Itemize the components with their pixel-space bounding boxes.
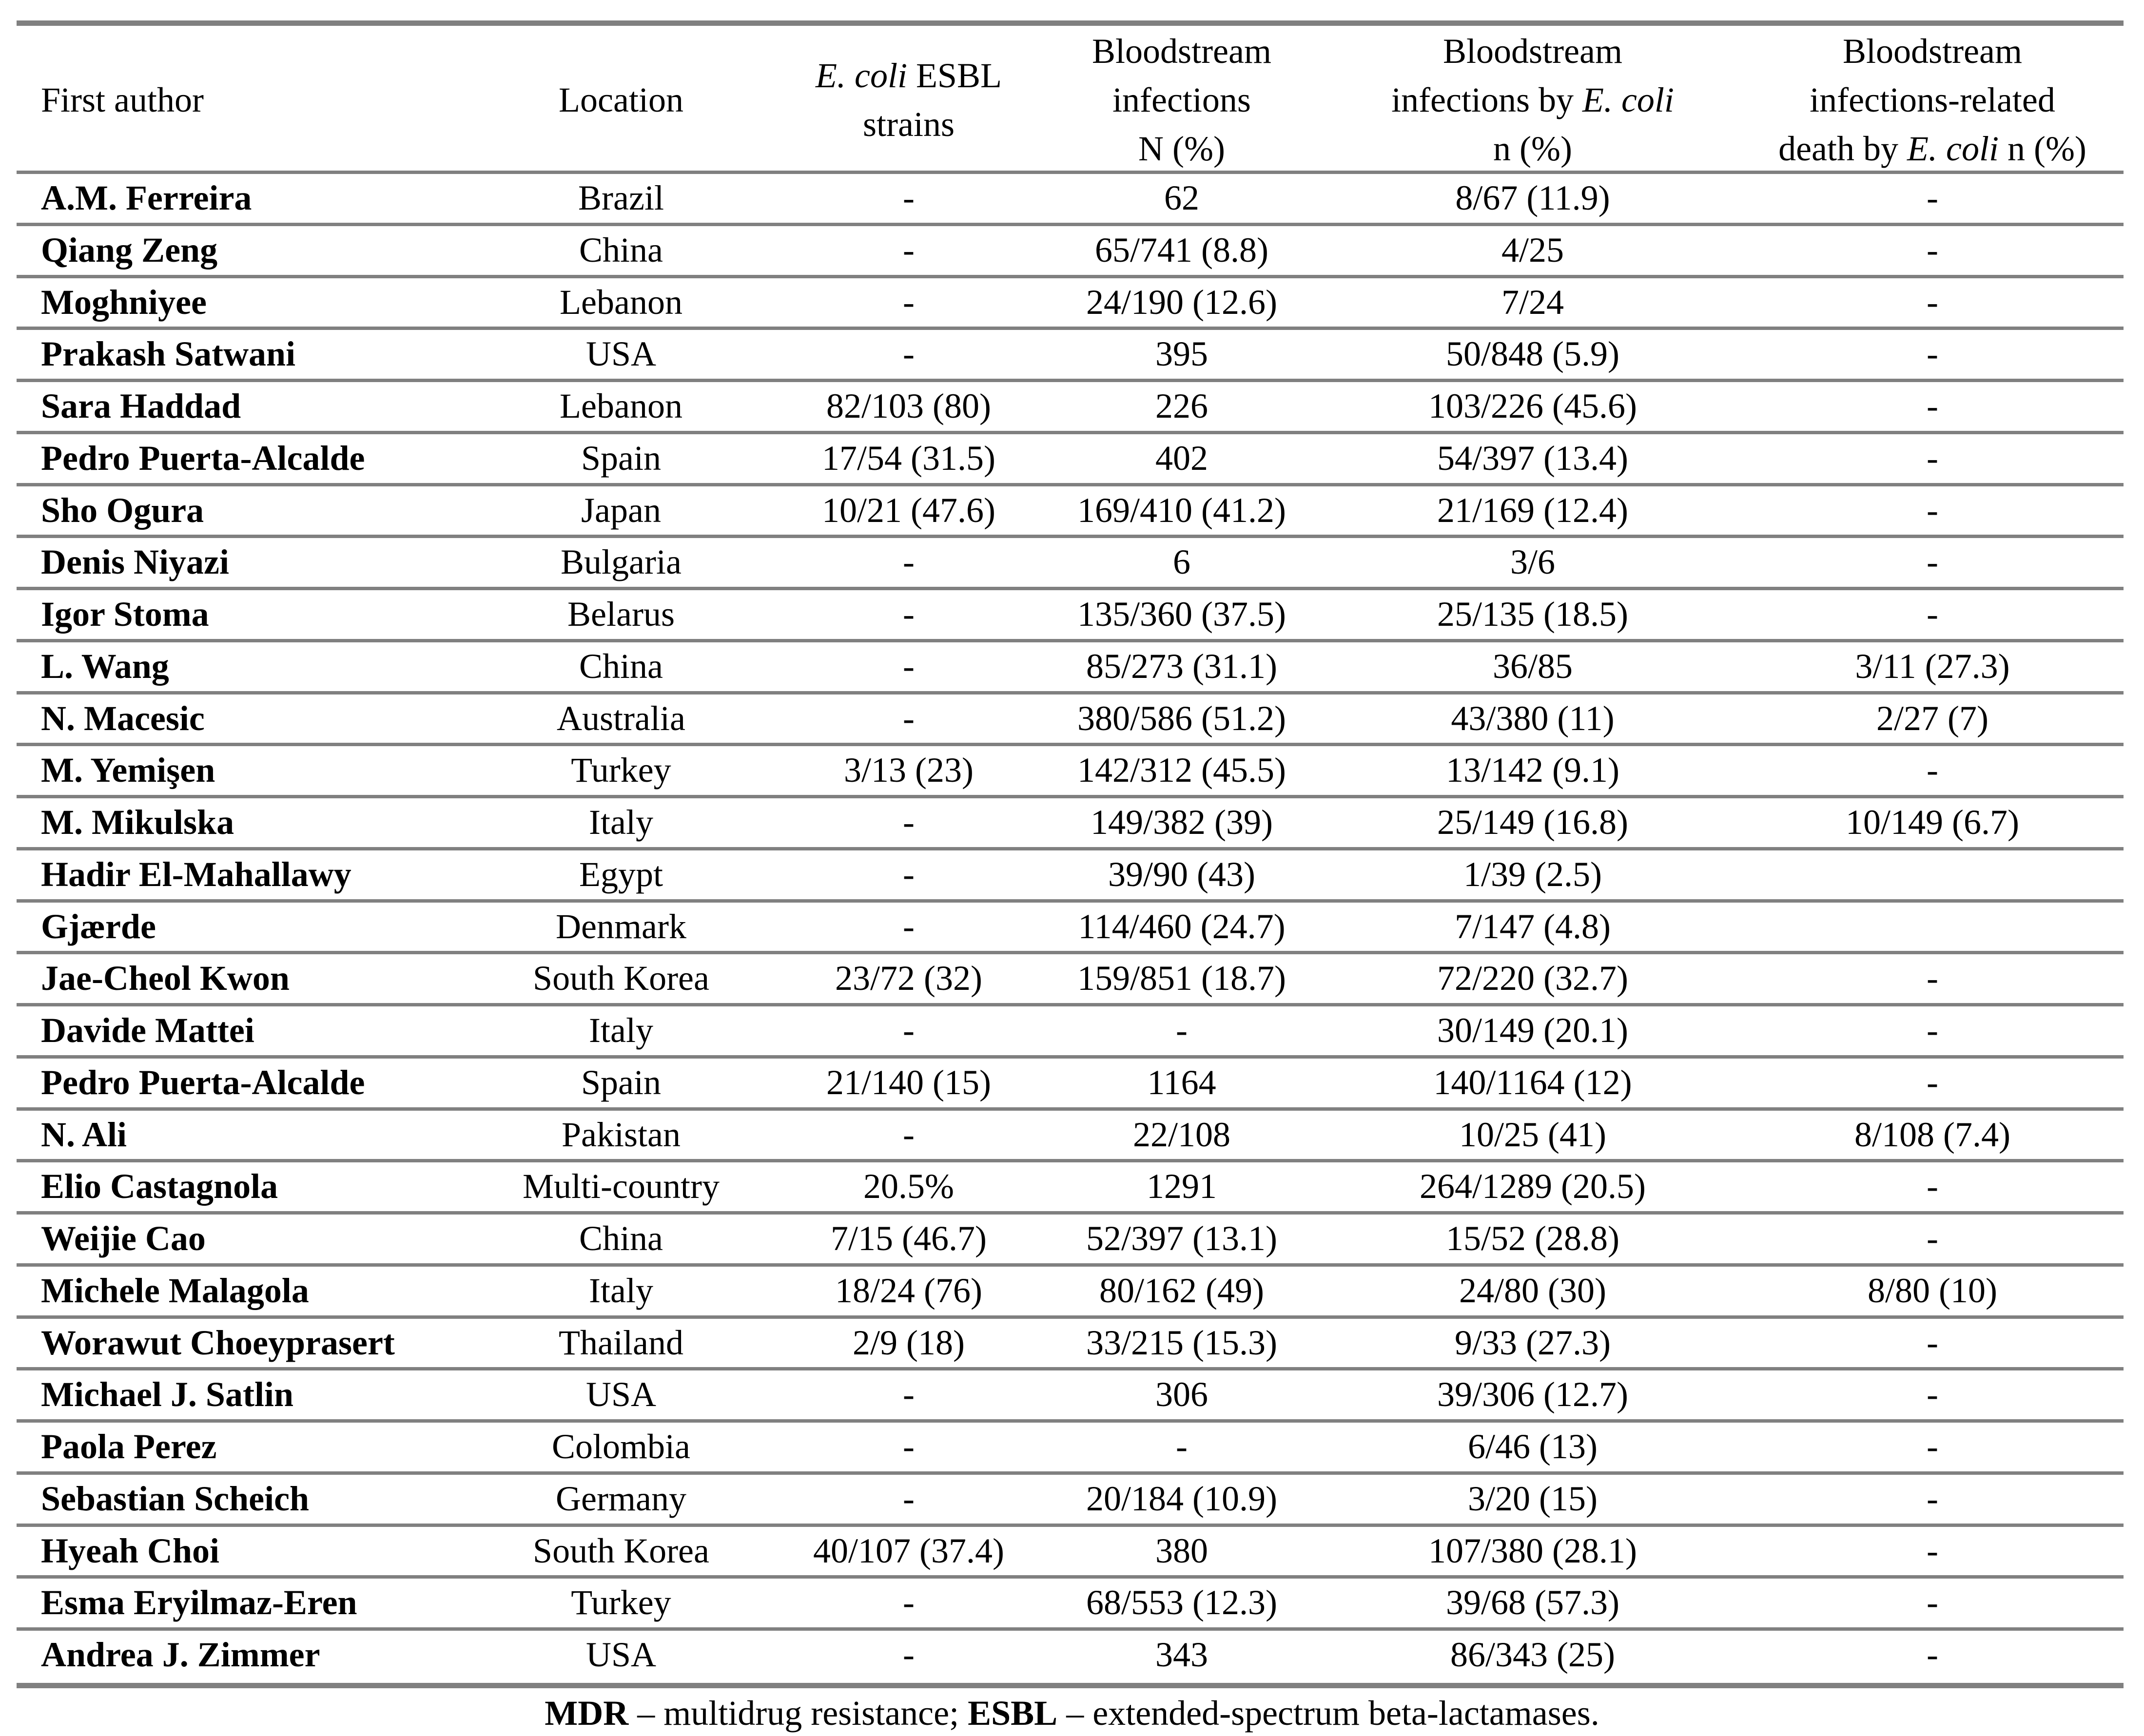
esbl-strains-cell: - [903, 907, 915, 946]
bsi-ecoli-cell: 1/39 (2.5) [1463, 854, 1602, 894]
death-cell: - [1927, 1531, 1938, 1570]
bsi-ecoli-cell: 43/380 (11) [1451, 698, 1615, 738]
table-row [17, 1527, 2124, 1576]
bsi-cell: 68/553 (12.3) [1086, 1583, 1277, 1622]
bsi-ecoli-cell: 21/169 (12.4) [1437, 490, 1628, 530]
bsi-cell: - [1176, 1427, 1188, 1466]
table-row [17, 382, 2124, 431]
header-death-line2: infections-related [1810, 80, 2055, 119]
bsi-cell: 114/460 (24.7) [1078, 907, 1286, 946]
author-cell: Weijie Cao [41, 1219, 206, 1258]
death-cell: - [1927, 1062, 1938, 1102]
header-death-italic: E. coli [1907, 129, 1999, 168]
bsi-cell: 1164 [1147, 1062, 1216, 1102]
location-cell: Lebanon [560, 282, 682, 322]
author-cell: N. Ali [41, 1115, 127, 1154]
esbl-strains-cell: 21/140 (15) [826, 1062, 991, 1102]
author-cell: Sara Haddad [41, 386, 241, 426]
esbl-strains-cell: 82/103 (80) [826, 386, 991, 426]
esbl-strains-cell: 3/13 (23) [844, 751, 974, 790]
row-divider [17, 223, 2124, 226]
footnote-abbr-esbl: ESBL [968, 1694, 1058, 1733]
author-cell: Andrea J. Zimmer [41, 1635, 320, 1675]
esbl-strains-cell: - [903, 542, 915, 582]
bsi-ecoli-cell: 107/380 (28.1) [1428, 1531, 1637, 1570]
death-cell: - [1927, 282, 1938, 322]
bsi-ecoli-cell: 7/147 (4.8) [1455, 907, 1611, 946]
row-divider [17, 1367, 2124, 1370]
location-cell: Belarus [567, 595, 675, 634]
header-bsi-ecoli-italic: E. coli [1582, 80, 1674, 119]
table-row [17, 1059, 2124, 1107]
location-cell: Colombia [552, 1427, 690, 1466]
location-cell: USA [585, 1635, 657, 1675]
bsi-cell: 62 [1164, 178, 1199, 217]
bsi-cell: 135/360 (37.5) [1077, 595, 1286, 634]
esbl-strains-cell: - [903, 803, 915, 842]
bsi-ecoli-cell: 25/149 (16.8) [1437, 803, 1628, 842]
esbl-strains-cell: - [903, 1375, 915, 1414]
bsi-ecoli-cell: 15/52 (28.8) [1446, 1219, 1619, 1258]
author-cell: Davide Mattei [41, 1011, 254, 1050]
location-cell: South Korea [533, 959, 709, 998]
table-row [17, 278, 2124, 327]
death-cell: - [1927, 959, 1938, 998]
death-cell: - [1927, 490, 1938, 530]
table-row [17, 1475, 2124, 1524]
table-row [17, 746, 2124, 795]
author-cell: L. Wang [41, 646, 169, 686]
table-row [17, 798, 2124, 847]
author-cell: Michael J. Satlin [41, 1375, 293, 1414]
row-divider [17, 1159, 2124, 1162]
header-first-author: First author [41, 80, 204, 119]
header-bsi-line2: infections [1112, 80, 1251, 119]
bsi-cell: 6 [1173, 542, 1190, 582]
esbl-strains-cell: 18/24 (76) [835, 1271, 982, 1310]
table-row [17, 538, 2124, 587]
author-cell: Gjærde [41, 907, 156, 946]
bsi-ecoli-cell: 8/67 (11.9) [1455, 178, 1610, 217]
header-bsi-ecoli-line3: n (%) [1493, 129, 1572, 168]
row-divider [17, 587, 2124, 590]
bsi-cell: 343 [1155, 1635, 1208, 1675]
location-cell: South Korea [533, 1531, 709, 1570]
table-row [17, 226, 2124, 275]
row-divider [17, 1419, 2124, 1423]
author-cell: Igor Stoma [41, 595, 209, 634]
header-death-line1: Bloodstream [1843, 32, 2022, 71]
death-cell [1762, 850, 2103, 899]
header-esbl-italic: E. coli [816, 56, 907, 95]
footnote-abbr-mdr: MDR [545, 1694, 629, 1733]
bsi-cell: 85/273 (31.1) [1086, 646, 1277, 686]
location-cell: Italy [589, 1271, 653, 1310]
table-row [17, 1423, 2124, 1471]
row-divider [17, 1627, 2124, 1631]
death-cell: - [1927, 1167, 1938, 1206]
death-cell: - [1927, 1427, 1938, 1466]
footnote-def-esbl: – extended-spectrum beta-lactamases. [1057, 1694, 1599, 1733]
bsi-cell: 24/190 (12.6) [1086, 282, 1277, 322]
table-row [17, 486, 2124, 535]
bsi-cell: 306 [1155, 1375, 1208, 1414]
row-divider [17, 743, 2124, 746]
author-cell: M. Mikulska [41, 803, 234, 842]
header-esbl-strains [777, 51, 1040, 149]
table-row [17, 1370, 2124, 1419]
location-cell: Germany [556, 1479, 686, 1518]
esbl-strains-cell: - [903, 1635, 915, 1675]
death-cell: - [1927, 230, 1938, 270]
location-cell: Turkey [571, 751, 671, 790]
bsi-ecoli-cell: 39/68 (57.3) [1446, 1583, 1619, 1622]
author-cell: Esma Eryilmaz-Eren [41, 1583, 357, 1622]
location-cell: Australia [557, 698, 685, 738]
death-cell: - [1927, 1219, 1938, 1258]
row-divider [17, 639, 2124, 642]
header-bsi-line1: Bloodstream [1092, 32, 1271, 71]
author-cell: Hyeah Choi [41, 1531, 220, 1570]
esbl-strains-cell: 10/21 (47.6) [822, 490, 995, 530]
header-death-line3: death by [1778, 129, 1908, 168]
row-divider [17, 431, 2124, 434]
bsi-cell: 380/586 (51.2) [1077, 698, 1286, 738]
bsi-cell: 395 [1155, 334, 1208, 374]
table-row [17, 1162, 2124, 1211]
bsi-ecoli-cell: 140/1164 (12) [1433, 1062, 1632, 1102]
row-divider [17, 379, 2124, 382]
bsi-cell: 20/184 (10.9) [1086, 1479, 1277, 1518]
author-cell: Sebastian Scheich [41, 1479, 310, 1518]
death-cell: - [1927, 1011, 1938, 1050]
location-cell: Denmark [556, 907, 686, 946]
row-divider [17, 899, 2124, 903]
esbl-strains-cell: 2/9 (18) [853, 1323, 965, 1362]
header-esbl-rest: ESBL [907, 56, 1002, 95]
table-row [17, 590, 2124, 639]
location-cell: Turkey [571, 1583, 671, 1622]
row-divider [17, 1055, 2124, 1059]
bsi-cell: 142/312 (45.5) [1077, 751, 1286, 790]
row-divider [17, 1524, 2124, 1527]
death-cell [1762, 903, 2103, 951]
bsi-ecoli-cell: 4/25 [1501, 230, 1564, 270]
esbl-strains-cell: 23/72 (32) [835, 959, 982, 998]
bsi-ecoli-cell: 36/85 [1492, 646, 1573, 686]
author-cell: Jae-Cheol Kwon [41, 959, 290, 998]
bsi-cell: 33/215 (15.3) [1086, 1323, 1277, 1362]
location-cell: Multi-country [523, 1167, 720, 1206]
bsi-ecoli-cell: 264/1289 (20.5) [1420, 1167, 1646, 1206]
bsi-cell: 1291 [1147, 1167, 1217, 1206]
death-cell: - [1927, 1583, 1938, 1622]
author-cell: Worawut Choeyprasert [41, 1323, 395, 1362]
death-cell: 8/80 (10) [1868, 1271, 1997, 1310]
esbl-strains-cell: 40/107 (37.4) [813, 1531, 1004, 1570]
location-cell: China [579, 1219, 663, 1258]
table-row [17, 434, 2124, 483]
bsi-ecoli-cell: 39/306 (12.7) [1437, 1375, 1628, 1414]
bsi-ecoli-cell: 72/220 (32.7) [1437, 959, 1628, 998]
esbl-strains-cell: 7/15 (46.7) [831, 1219, 987, 1258]
location-cell: Egypt [579, 854, 663, 894]
row-divider [17, 1315, 2124, 1319]
table-row [17, 694, 2124, 743]
row-divider [17, 483, 2124, 486]
author-cell: Denis Niyazi [41, 542, 229, 582]
header-bsi-ecoli [1372, 27, 1694, 173]
header-bsi [1050, 27, 1313, 173]
author-cell: Qiang Zeng [41, 230, 218, 270]
bsi-ecoli-cell: 54/397 (13.4) [1437, 438, 1628, 478]
bsi-cell: 159/851 (18.7) [1077, 959, 1286, 998]
author-cell: Hadir El-Mahallawy [41, 854, 351, 894]
esbl-strains-cell: - [903, 646, 915, 686]
death-cell: - [1927, 178, 1938, 217]
location-cell: Pakistan [562, 1115, 681, 1154]
bsi-ecoli-cell: 24/80 (30) [1459, 1271, 1606, 1310]
esbl-strains-cell: - [903, 698, 915, 738]
header-death-line3-rest: n (%) [1998, 129, 2086, 168]
death-cell: - [1927, 386, 1938, 426]
table-row [17, 1215, 2124, 1263]
death-cell: - [1927, 438, 1938, 478]
bsi-ecoli-cell: 30/149 (20.1) [1437, 1011, 1628, 1050]
esbl-strains-cell: - [903, 854, 915, 894]
row-divider [17, 1263, 2124, 1267]
bsi-ecoli-cell: 103/226 (45.6) [1428, 386, 1637, 426]
table-row [17, 1631, 2124, 1679]
bsi-cell: 39/90 (43) [1108, 854, 1255, 894]
death-cell: - [1927, 542, 1938, 582]
death-cell: - [1927, 1323, 1938, 1362]
table-top-rule [17, 20, 2124, 26]
row-divider [17, 275, 2124, 278]
table-row [17, 850, 2124, 899]
esbl-strains-cell: 17/54 (31.5) [822, 438, 995, 478]
author-cell: A.M. Ferreira [41, 178, 252, 217]
death-cell: - [1927, 595, 1938, 634]
row-divider [17, 847, 2124, 850]
bsi-cell: 65/741 (8.8) [1095, 230, 1268, 270]
row-divider [17, 1471, 2124, 1475]
row-divider [17, 795, 2124, 798]
esbl-strains-cell: - [903, 1011, 915, 1050]
bsi-ecoli-cell: 3/6 [1510, 542, 1555, 582]
bsi-ecoli-cell: 6/46 (13) [1468, 1427, 1598, 1466]
death-cell: - [1927, 1479, 1938, 1518]
death-cell: 2/27 (7) [1876, 698, 1988, 738]
author-cell: Sho Ogura [41, 490, 204, 530]
bsi-ecoli-cell: 9/33 (27.3) [1455, 1323, 1611, 1362]
author-cell: Pedro Puerta-Alcalde [41, 438, 365, 478]
esbl-strains-cell: - [903, 1427, 915, 1466]
bsi-ecoli-cell: 10/25 (41) [1459, 1115, 1606, 1154]
death-cell: 8/108 (7.4) [1854, 1115, 2010, 1154]
row-divider [17, 1107, 2124, 1111]
header-bottom-rule [17, 171, 2124, 174]
row-divider [17, 951, 2124, 954]
author-cell: Elio Castagnola [41, 1167, 278, 1206]
row-divider [17, 1003, 2124, 1006]
table-row [17, 1006, 2124, 1055]
bsi-cell: 149/382 (39) [1091, 803, 1273, 842]
esbl-strains-cell: - [903, 334, 915, 374]
table-row [17, 1319, 2124, 1368]
author-cell: Prakash Satwani [41, 334, 296, 374]
row-divider [17, 327, 2124, 330]
header-bsi-line3: N (%) [1138, 129, 1225, 168]
header-bsi-ecoli-line1: Bloodstream [1443, 32, 1622, 71]
death-cell: 3/11 (27.3) [1855, 646, 2010, 686]
bsi-cell: 169/410 (41.2) [1077, 490, 1286, 530]
location-cell: Thailand [559, 1323, 683, 1362]
header-death [1762, 27, 2103, 173]
location-cell: USA [585, 1375, 657, 1414]
table-row [17, 642, 2124, 691]
table-row [17, 174, 2124, 223]
bsi-cell: 80/162 (49) [1099, 1271, 1264, 1310]
death-cell: - [1927, 751, 1938, 790]
location-cell: Spain [581, 1062, 661, 1102]
location-cell: Italy [589, 1011, 653, 1050]
table-bottom-rule [17, 1683, 2124, 1688]
bsi-cell: 402 [1155, 438, 1208, 478]
table-row [17, 1267, 2124, 1315]
esbl-strains-cell: - [903, 1115, 915, 1154]
location-cell: China [579, 646, 663, 686]
author-cell: Paola Perez [41, 1427, 217, 1466]
table-row [17, 330, 2124, 379]
bsi-ecoli-cell: 13/142 (9.1) [1446, 751, 1619, 790]
row-divider [17, 1211, 2124, 1215]
table-footnote [0, 1691, 2144, 1735]
location-cell: Bulgaria [561, 542, 682, 582]
location-cell: USA [585, 334, 657, 374]
bsi-cell: 380 [1155, 1531, 1208, 1570]
esbl-strains-cell: - [903, 595, 915, 634]
header-bsi-ecoli-line2: infections by [1391, 80, 1582, 119]
death-cell: - [1927, 334, 1938, 374]
bsi-ecoli-cell: 50/848 (5.9) [1446, 334, 1619, 374]
location-cell: Japan [581, 490, 661, 530]
death-cell: 10/149 (6.7) [1846, 803, 2019, 842]
author-cell: Michele Malagola [41, 1271, 309, 1310]
esbl-strains-cell: - [903, 178, 915, 217]
table-row [17, 1111, 2124, 1159]
row-divider [17, 691, 2124, 694]
bsi-cell: - [1176, 1011, 1188, 1050]
esbl-strains-cell: - [903, 1583, 915, 1622]
bsi-cell: 22/108 [1132, 1115, 1230, 1154]
author-cell: Moghniyee [41, 282, 207, 322]
esbl-strains-cell: - [903, 1479, 915, 1518]
header-esbl-line2: strains [863, 105, 955, 144]
bsi-ecoli-cell: 25/135 (18.5) [1437, 595, 1628, 634]
location-cell: Lebanon [560, 386, 682, 426]
author-cell: Pedro Puerta-Alcalde [41, 1062, 365, 1102]
esbl-strains-cell: - [903, 282, 915, 322]
table-row [17, 903, 2124, 951]
footnote-def-mdr: – multidrug resistance; [628, 1694, 968, 1733]
bsi-ecoli-cell: 3/20 (15) [1468, 1479, 1598, 1518]
location-cell: Spain [581, 438, 661, 478]
location-cell: China [579, 230, 663, 270]
bsi-ecoli-cell: 86/343 (25) [1450, 1635, 1615, 1675]
author-cell: M. Yemişen [41, 751, 215, 790]
location-cell: Italy [589, 803, 653, 842]
author-cell: N. Macesic [41, 698, 205, 738]
header-location: Location [559, 80, 683, 119]
bsi-cell: 52/397 (13.1) [1086, 1219, 1277, 1258]
esbl-strains-cell: - [903, 230, 915, 270]
esbl-strains-cell: 20.5% [863, 1167, 954, 1206]
bsi-ecoli-cell: 7/24 [1501, 282, 1564, 322]
death-cell: - [1927, 1375, 1938, 1414]
death-cell: - [1927, 1635, 1938, 1675]
row-divider [17, 1575, 2124, 1579]
bsi-cell: 226 [1155, 386, 1208, 426]
location-cell: Brazil [578, 178, 664, 217]
table-row [17, 1579, 2124, 1627]
table-row [17, 954, 2124, 1003]
row-divider [17, 535, 2124, 538]
